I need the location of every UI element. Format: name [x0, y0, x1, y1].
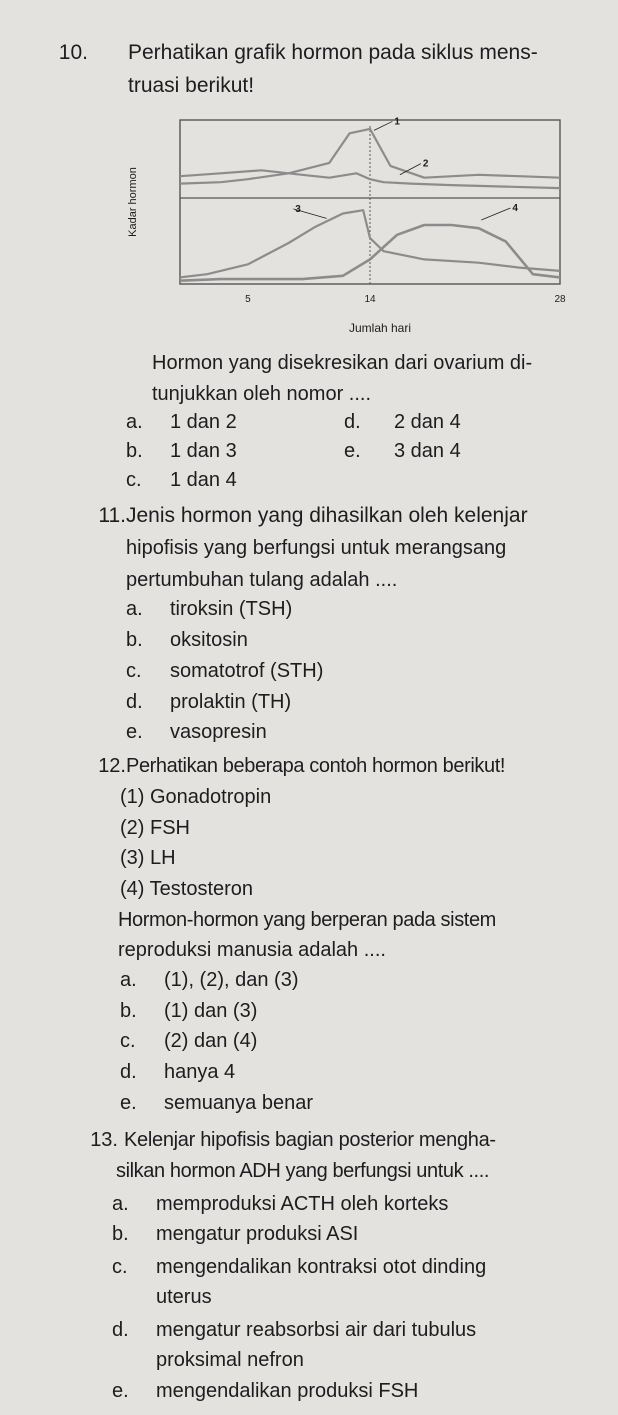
option-b[interactable]: b. mengatur produksi ASI: [112, 1223, 359, 1245]
option-c[interactable]: c. 1 dan 4: [126, 469, 237, 491]
option-d[interactable]: d. hanya 4: [120, 1061, 236, 1083]
option-c[interactable]: c. somatotrof (STH): [126, 660, 324, 682]
curve-label: 2: [422, 158, 429, 170]
question-text-line: pertumbuhan tulang adalah ....: [126, 569, 398, 591]
option-c-continuation: uterus: [156, 1286, 212, 1308]
option-b[interactable]: b. oksitosin: [126, 629, 248, 651]
series-line-2: [180, 170, 560, 188]
option-d[interactable]: d. mengatur reabsorbsi air dari tubulus: [112, 1319, 477, 1341]
option-c[interactable]: c. mengendalikan kontraksi otot dinding: [112, 1256, 487, 1278]
option-b[interactable]: b. 1 dan 3: [126, 440, 237, 462]
hormone-chart: [120, 112, 570, 342]
question-text-line: Kelenjar hipofisis bagian posterior mengha-: [124, 1129, 496, 1151]
question-text-line: Hormon yang disekresikan dari ovarium di-: [152, 352, 533, 374]
curve-label: 1: [394, 116, 400, 128]
question-text-line: Hormon-hormon yang berperan pada sistem: [118, 909, 496, 931]
curve-pointer: [374, 121, 392, 130]
series-line-4: [180, 225, 560, 281]
question-title-line: truasi berikut!: [128, 74, 255, 97]
list-item: (4) Testosteron: [120, 878, 254, 900]
option-a[interactable]: a. memproduksi ACTH oleh korteks: [112, 1193, 449, 1215]
question-text-line: silkan hormon ADH yang berfungsi untuk ....: [116, 1160, 490, 1182]
question-number: 12.: [98, 755, 126, 777]
question-number: 13.: [90, 1129, 118, 1151]
question-text-line: Perhatikan beberapa contoh hormon berikut!: [126, 755, 506, 777]
option-e[interactable]: e. mengendalikan produksi FSH: [112, 1380, 419, 1402]
x-tick-label: 14: [364, 294, 376, 305]
option-d-continuation: proksimal nefron: [156, 1349, 304, 1371]
question-number: 11.: [98, 504, 126, 527]
curve-label: 3: [295, 203, 301, 215]
option-e[interactable]: e. semuanya benar: [120, 1092, 313, 1114]
list-item: (3) LH: [120, 847, 176, 869]
question-text-line: Jenis hormon yang dihasilkan oleh kelenjar: [126, 504, 528, 527]
x-axis-label: Jumlah hari: [348, 321, 412, 335]
question-number: 10.: [58, 41, 88, 64]
y-axis-label: Kadar hormon: [127, 167, 139, 237]
curve-label: 4: [512, 203, 518, 215]
option-a[interactable]: a. (1), (2), dan (3): [120, 969, 299, 991]
option-c[interactable]: c. (2) dan (4): [120, 1030, 258, 1052]
question-text-line: reproduksi manusia adalah ....: [118, 939, 386, 961]
option-b[interactable]: b. (1) dan (3): [120, 1000, 258, 1022]
list-item: (2) FSH: [120, 817, 190, 839]
question-text-line: hipofisis yang berfungsi untuk merangsang: [126, 537, 507, 559]
x-tick-label: 5: [245, 294, 251, 305]
option-a[interactable]: a. 1 dan 2: [126, 411, 237, 433]
curve-pointer: [481, 208, 510, 220]
option-d[interactable]: d. 2 dan 4: [344, 411, 461, 433]
question-text-line: tunjukkan oleh nomor ....: [152, 383, 372, 405]
option-a[interactable]: a. tiroksin (TSH): [126, 598, 293, 620]
question-title-line: Perhatikan grafik hormon pada siklus mens-: [128, 41, 538, 64]
option-e[interactable]: e. vasopresin: [126, 721, 267, 743]
option-e[interactable]: e. 3 dan 4: [344, 440, 461, 462]
x-tick-label: 28: [554, 294, 566, 305]
list-item: (1) Gonadotropin: [120, 786, 272, 808]
option-d[interactable]: d. prolaktin (TH): [126, 691, 292, 713]
